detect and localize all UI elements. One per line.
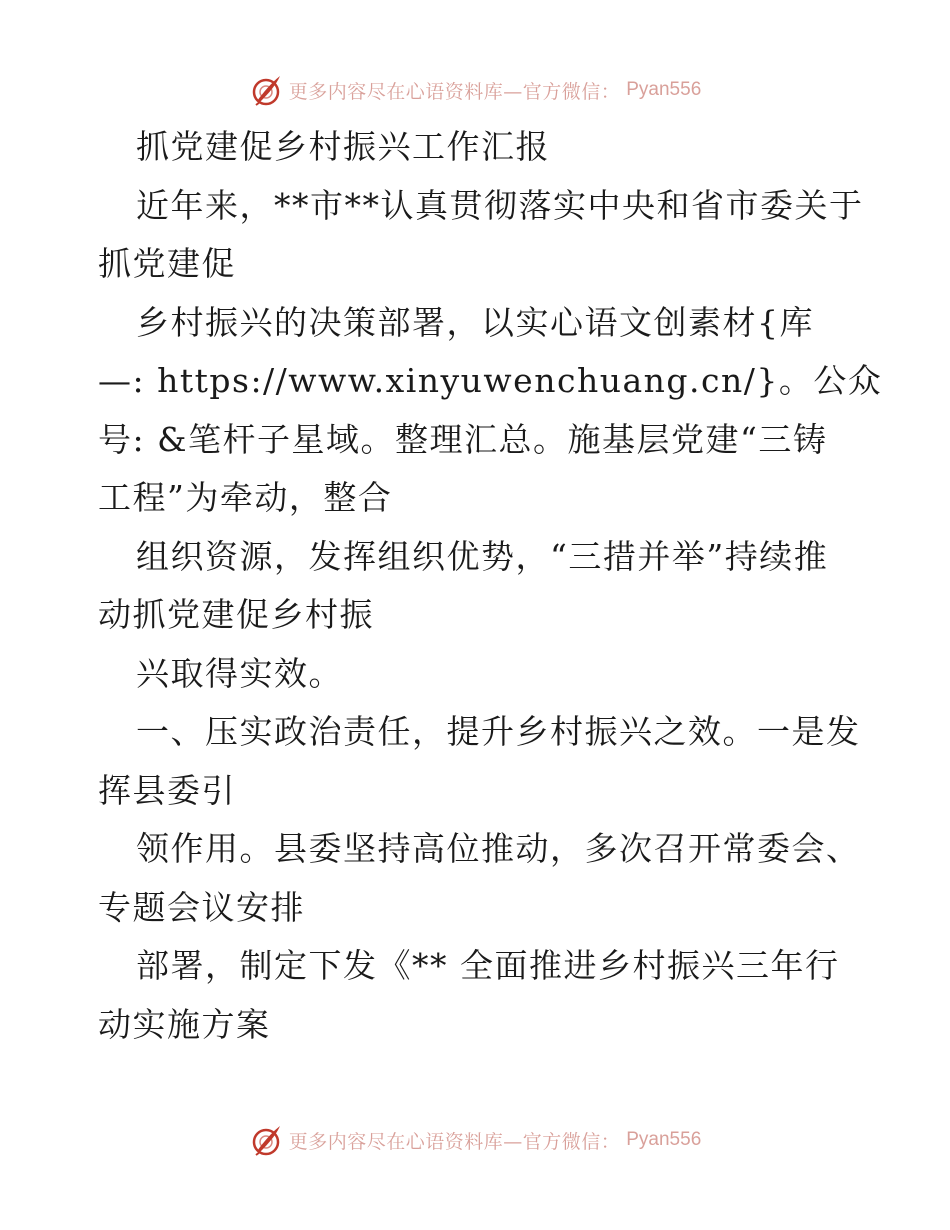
document-body	[98, 118, 883, 1054]
document-line: 领作用。县委坚持高位推动，多次召开常委会、	[136, 829, 861, 868]
document-line: 挥县委引	[98, 770, 236, 810]
footer-banner-text: 更多内容尽在心语资料库—官方微信：	[288, 1130, 621, 1153]
document-line: 动抓党建促乡村振	[98, 595, 374, 634]
document-line: 专题会议安排	[98, 887, 305, 927]
document-line: 动实施方案	[98, 1004, 271, 1044]
document-line: —: https://www.xinyuwenchuang.cn/}。公众	[98, 361, 883, 400]
document-line: 组织资源，发挥组织优势，“三措并举”持续推	[136, 536, 829, 576]
document-line: 抓党建促乡村振兴工作汇报	[136, 127, 550, 166]
document-line: 抓党建促	[98, 244, 236, 283]
document-line: 工程”为牵动，整合	[98, 478, 393, 517]
document-line: 兴取得实效。	[136, 653, 343, 693]
header-banner-text: 更多内容尽在心语资料库—官方微信：	[288, 80, 621, 103]
document-line: 近年来，**市**认真贯彻落实中央和省市委关于	[136, 185, 864, 225]
document-line: 乡村振兴的决策部署，以实心语文创素材{库	[136, 302, 814, 342]
footer-banner	[0, 1120, 950, 1160]
footer-banner-wechat-id: Pyan556	[626, 1129, 702, 1150]
header-banner	[0, 70, 950, 110]
header-banner-wechat-id: Pyan556	[626, 79, 702, 100]
quill-pen-logo-icon	[249, 73, 283, 107]
document-line: 一、压实政治责任，提升乡村振兴之效。一是发	[136, 712, 861, 751]
quill-pen-logo-icon	[249, 1123, 283, 1157]
document-line: 部署，制定下发《** 全面推进乡村振兴三年行	[136, 946, 840, 985]
document-line: 号: &笔杆子星域。整理汇总。施基层党建“三铸	[98, 419, 828, 459]
